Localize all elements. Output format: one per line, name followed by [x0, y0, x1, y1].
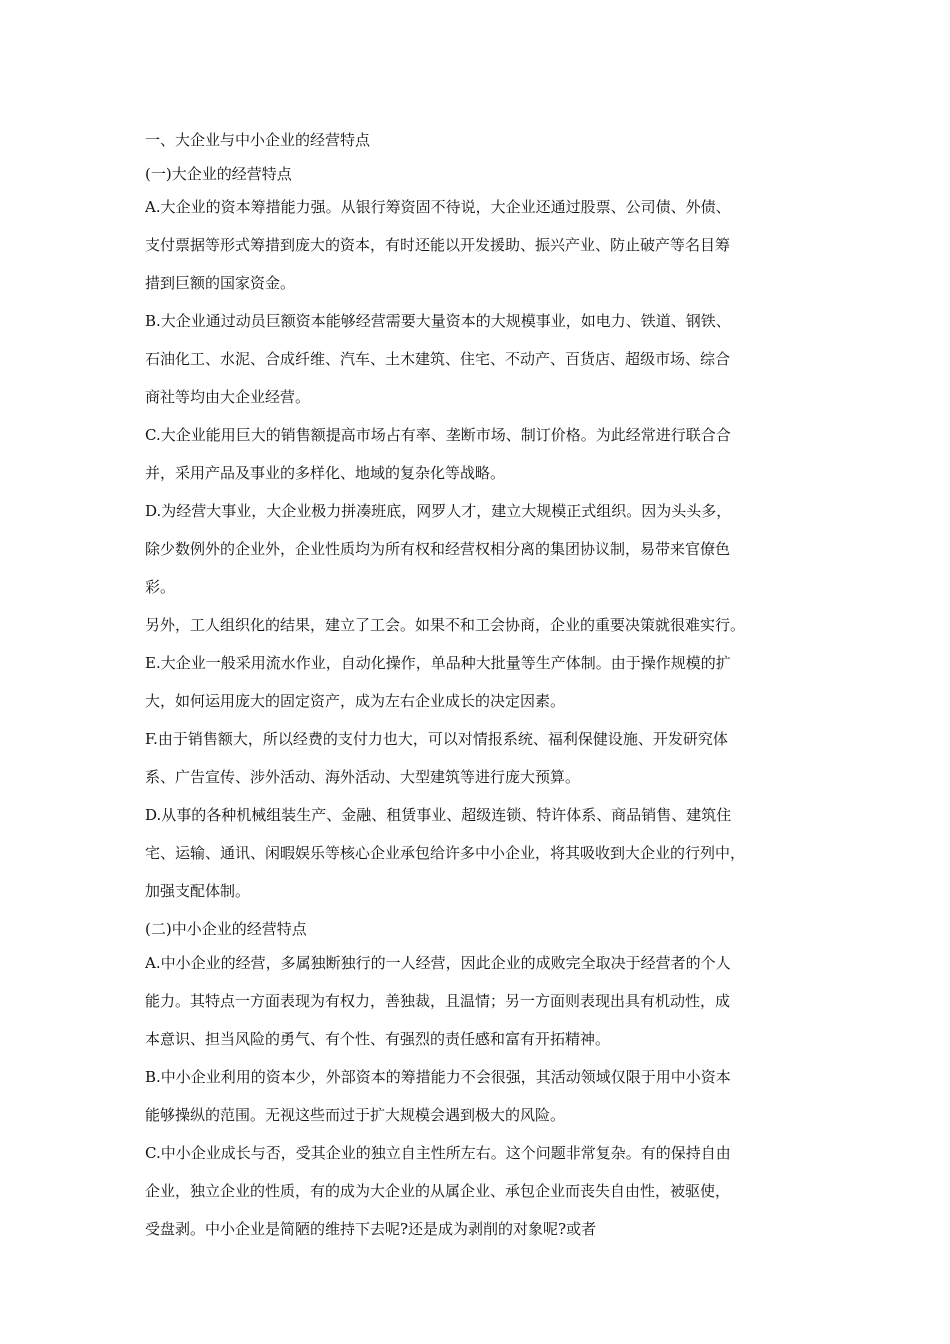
- paragraph-line: 商社等均由大企业经营。: [145, 388, 311, 407]
- paragraph-line: 能力。其特点一方面表现为有权力，善独裁，且温情；另一方面则表现出具有机动性，成: [145, 991, 731, 1010]
- paragraph-line: 受盘剥。中小企业是简陋的维持下去呢?还是成为剥削的对象呢?或者: [145, 1219, 597, 1238]
- paragraph-line: 加强支配体制。: [145, 882, 251, 901]
- subsection-heading: (一)大企业的经营特点: [145, 164, 292, 183]
- paragraph-line: 能够操纵的范围。无视这些而过于扩大规模会遇到极大的风险。: [145, 1105, 566, 1124]
- paragraph-line: A.大企业的资本筹措能力强。从银行筹资固不待说，大企业还通过股票、公司债、外债、: [145, 198, 731, 217]
- paragraph-line: F.由于销售额大，所以经费的支付力也大，可以对情报系统、福利保健设施、开发研究体: [145, 730, 728, 749]
- paragraph-line: D.为经营大事业，大企业极力拼凑班底，网罗人才，建立大规模正式组织。因为头头多，: [145, 502, 732, 521]
- paragraph-line: 本意识、担当风险的勇气、有个性、有强烈的责任感和富有开拓精神。: [145, 1029, 611, 1048]
- paragraph-line: 系、广告宣传、涉外活动、海外活动、大型建筑等进行庞大预算。: [145, 768, 581, 787]
- subsection-heading: (二)中小企业的经营特点: [145, 920, 307, 939]
- paragraph-line: D.从事的各种机械组装生产、金融、租赁事业、超级连锁、特许体系、商品销售、建筑住: [145, 806, 732, 825]
- paragraph-line: B.大企业通过动员巨额资本能够经营需要大量资本的大规模事业，如电力、铁道、钢铁、: [145, 312, 731, 331]
- paragraph-line: 石油化工、水泥、合成纤维、汽车、土木建筑、住宅、不动产、百货店、超级市场、综合: [145, 350, 731, 369]
- paragraph-line: 另外，工人组织化的结果，建立了工会。如果不和工会协商，企业的重要决策就很难实行。: [145, 616, 746, 635]
- section-heading: 一、大企业与中小企业的经营特点: [145, 131, 371, 149]
- paragraph-line: A.中小企业的经营，多属独断独行的一人经营，因此企业的成败完全取决于经营者的个人: [145, 953, 731, 972]
- paragraph-line: 企业，独立企业的性质，有的成为大企业的从属企业、承包企业而丧失自由性，被驱使，: [145, 1181, 731, 1200]
- paragraph-line: C.中小企业成长与否，受其企业的独立自主性所左右。这个问题非常复杂。有的保持自由: [145, 1143, 731, 1162]
- paragraph-line: 除少数例外的企业外，企业性质均为所有权和经营权相分离的集团协议制，易带来官僚色: [145, 540, 731, 559]
- paragraph-line: 彩。: [145, 578, 176, 597]
- paragraph-line: 并，采用产品及事业的多样化、地域的复杂化等战略。: [145, 464, 506, 483]
- paragraph-line: E.大企业一般采用流水作业，自动化操作，单品种大批量等生产体制。由于操作规模的扩: [145, 654, 731, 673]
- paragraph-line: 支付票据等形式筹措到庞大的资本，有时还能以开发援助、振兴产业、防止破产等名目筹: [145, 236, 731, 255]
- paragraph-line: B.中小企业利用的资本少，外部资本的筹措能力不会很强，其活动领域仅限于用中小资本: [145, 1067, 731, 1086]
- paragraph-line: C.大企业能用巨大的销售额提高市场占有率、垄断市场、制订价格。为此经常进行联合合: [145, 426, 731, 445]
- paragraph-line: 大，如何运用庞大的固定资产，成为左右企业成长的决定因素。: [145, 692, 566, 711]
- paragraph-line: 宅、运输、通讯、闲暇娱乐等核心企业承包给许多中小企业，将其吸收到大企业的行列中，: [145, 844, 746, 863]
- document-body: [145, 124, 815, 1251]
- paragraph-line: 措到巨额的国家资金。: [145, 274, 296, 293]
